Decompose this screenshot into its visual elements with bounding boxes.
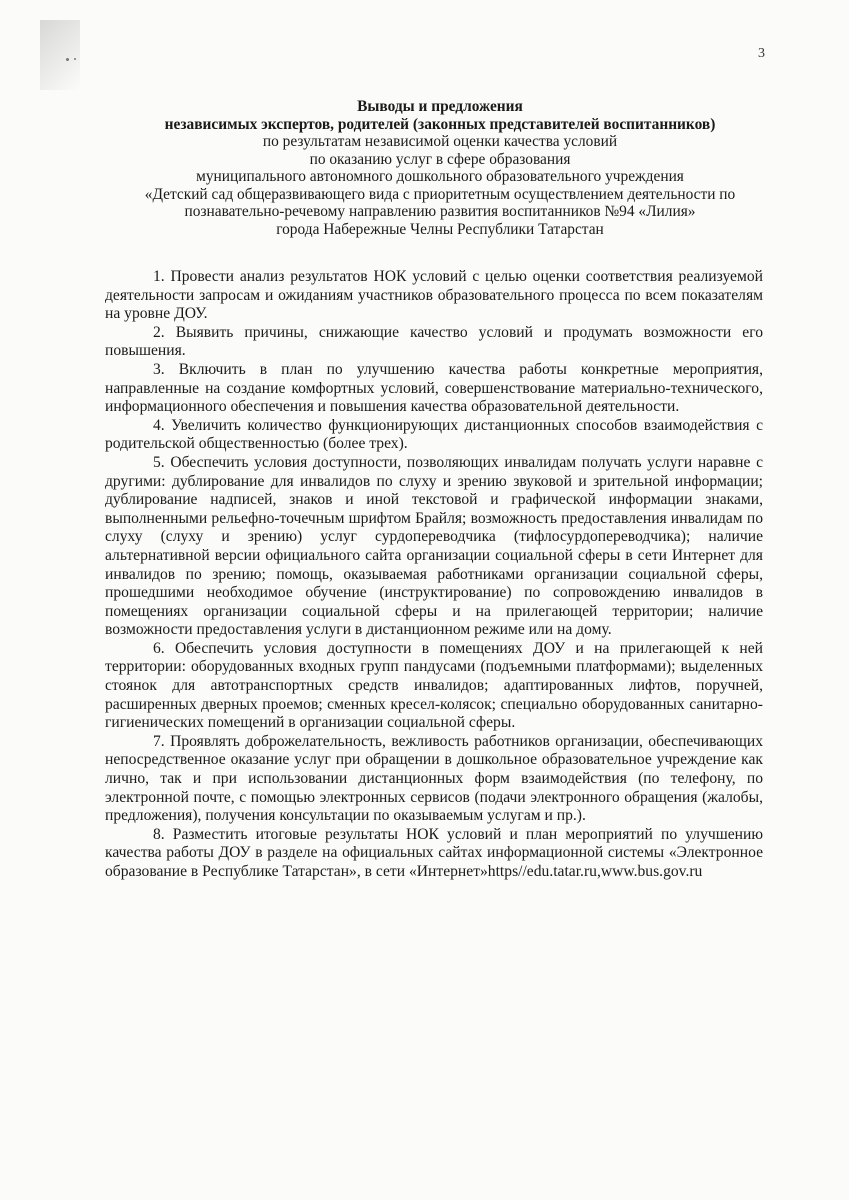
heading-subtitle: независимых экспертов, родителей (законных представителей воспитанников) [164, 115, 716, 133]
recommendation-item: 7. Проявлять доброжелательность, вежливость работников организации, обеспечивающих непосредственное оказание услуг при обращении в дошкольное образовательное учреждение как лично, так и при использовании дистанционных форм взаимодействия (по телефону, по электронной почте, с помощью электронных сервисов (подачи электронного обращения (жалобы, предложения), получения консультации по оказываемым услугам и пр.). [105, 732, 763, 825]
document-heading [100, 98, 780, 238]
heading-line: по оказанию услуг в сфере образования [309, 150, 571, 168]
recommendation-item: 4. Увеличить количество функционирующих дистанционных способов взаимодействия с родительской общественностью (более трех). [105, 416, 763, 453]
recommendation-item: 5. Обеспечить условия доступности, позволяющих инвалидам получать услуги наравне с другими: дублирование для инвалидов по слуху и зрению звуковой и зрительной информации; дублирование надписей, знаков и иной текстовой и графической информации знаками, выполненными рельефно-точечным шрифтом Брайля; возможность предоставления инвалидам по слуху (слуху и зрению) услуг сурдопереводчика (тифлосурдопереводчика); наличие альтернативной версии официального сайта организации социальной сферы в сети Интернет для инвалидов по зрению; помощь, оказываемая работниками организации социальной сферы, прошедшими необходимое обучение (инструктирование) по сопровождению инвалидов в помещениях организации социальной сферы и на прилегающей территории; наличие возможности предоставления услуги в дистанционном режиме или на дому. [105, 453, 763, 639]
recommendation-item: 8. Разместить итоговые результаты НОК условий и план мероприятий по улучшению качества работы ДОУ в разделе на официальных сайтах информационной системы «Электронное образование в Республике Татарстан», в сети «Интернет»https//edu.tatar.ru,www.bus.gov.ru [105, 825, 763, 880]
recommendation-item: 1. Провести анализ результатов НОК условий с целью оценки соответствия реализуемой деятельности запросам и ожиданиям участников образовательного процесса по всем показателям на уровне ДОУ. [105, 268, 763, 323]
heading-line: «Детский сад общеразвивающего вида с приоритетным осуществлением деятельности по [144, 185, 736, 203]
heading-line: познавательно-речевому направлению развития воспитанников №94 «Лилия» [184, 203, 696, 220]
heading-line: по результатам независимой оценки качества условий [262, 133, 618, 150]
heading-title: Выводы и предложения [357, 98, 523, 115]
scan-speck [66, 58, 69, 61]
page-number: 3 [758, 46, 765, 61]
recommendation-item: 2. Выявить причины, снижающие качество условий и продумать возможности его повышения. [105, 323, 763, 360]
recommendation-item: 3. Включить в план по улучшению качества работы конкретные мероприятия, направленные на создание комфортных условий, совершенствование материально-технического, информационного обеспечения и повышения качества образовательной деятельности. [105, 360, 763, 416]
recommendations-list [105, 268, 763, 882]
heading-line: муниципального автономного дошкольного образовательного учреждения [196, 168, 684, 185]
scan-speck [74, 58, 76, 60]
recommendation-item: 6. Обеспечить условия доступности в помещениях ДОУ и на прилегающей к ней территории: оборудованных входных групп пандусами (подъемными платформами); выделенных стоянок для автотранспортных средств инвалидов; адаптированных лифтов, поручней, расширенных дверных проемов; сменных кресел-колясок; специально оборудованных санитарно-гигиенических помещений в организации социальной сферы. [105, 639, 763, 732]
heading-line: города Набережные Челны Республики Татарстан [276, 220, 604, 238]
scan-artifact [40, 20, 80, 90]
